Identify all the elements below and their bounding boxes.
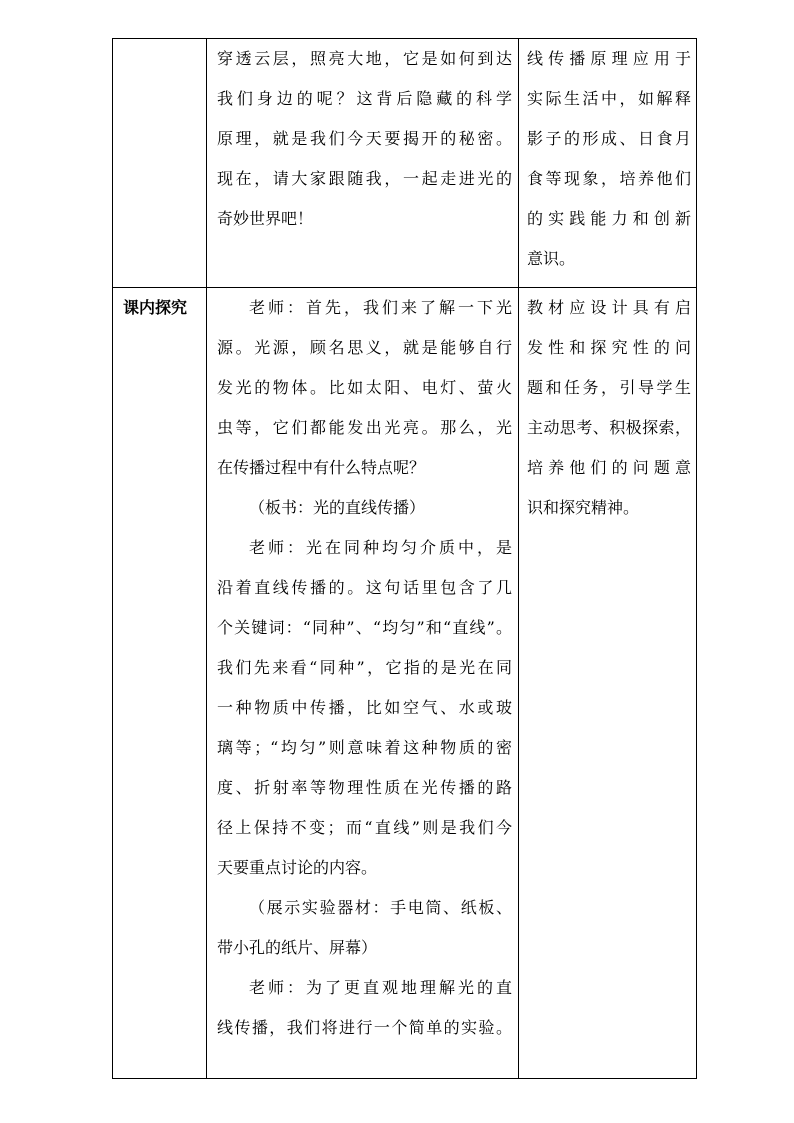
content-line: 源。光源，顾名思义，就是能够自行 (217, 338, 512, 357)
note-line: 培养他们的问题意 (527, 458, 691, 477)
content-line: 现在，请大家跟随我，一起走进光的 (217, 169, 512, 188)
content-line: 带小孔的纸片、屏幕） (217, 938, 378, 957)
content-line: 老师：光在同种均匀介质中，是 (249, 538, 512, 557)
design-intent-cell (519, 39, 697, 288)
design-intent-cell (519, 288, 697, 1079)
note-line: 食等现象，培养他们 (527, 169, 691, 188)
content-line: 个关键词：“同种”、“均匀”和“直线”。 (217, 618, 512, 637)
content-line: 璃等；“均匀”则意味着这种物质的密 (217, 738, 512, 757)
content-line: 沿着直线传播的。这句话里包含了几 (217, 578, 512, 597)
note-line: 教材应设计具有启 (527, 298, 691, 317)
note-line: 线传播原理应用于 (527, 49, 691, 68)
note-line: 题和任务，引导学生 (527, 378, 691, 397)
content-line: 我们先来看“同种”，它指的是光在同 (217, 658, 512, 677)
note-line: 识和探究精神。 (527, 498, 640, 517)
content-line: （板书：光的直线传播） (249, 498, 426, 517)
table-row (113, 288, 697, 1079)
note-line: 的实践能力和创新 (527, 209, 691, 228)
content-line: 老师：首先，我们来了解一下光 (249, 298, 512, 317)
lesson-content-cell (207, 288, 519, 1079)
note-line: 意识。 (527, 249, 576, 268)
content-line: 度、折射率等物理性质在光传播的路 (217, 778, 512, 797)
note-line: 主动思考、积极探索， (527, 418, 691, 437)
content-line: 虫等，它们都能发出光亮。那么，光 (217, 418, 512, 437)
content-line: 原理，就是我们今天要揭开的秘密。 (217, 129, 512, 148)
content-line: （展示实验器材：手电筒、纸板、 (249, 898, 512, 917)
note-line: 发性和探究性的问 (527, 338, 691, 357)
content-line: 线传播，我们将进行一个简单的实验。 (217, 1018, 512, 1037)
lesson-content-cell (207, 39, 519, 288)
content-line: 天要重点讨论的内容。 (217, 858, 378, 877)
note-line: 影子的形成、日食月 (527, 129, 691, 148)
note-line: 实际生活中，如解释 (527, 89, 691, 108)
row-label (113, 39, 207, 288)
content-line: 径上保持不变；而“直线”则是我们今 (217, 818, 512, 837)
content-line: 一种物质中传播，比如空气、水或玻 (217, 698, 512, 717)
content-line: 在传播过程中有什么特点呢？ (217, 458, 426, 477)
table-row (113, 39, 697, 288)
content-line: 我们身边的呢？这背后隐藏的科学 (217, 89, 512, 108)
content-line: 老师：为了更直观地理解光的直 (249, 978, 512, 997)
lesson-plan-table (112, 38, 697, 1079)
content-line: 奇妙世界吧！ (217, 209, 314, 228)
content-line: 穿透云层，照亮大地，它是如何到达 (217, 49, 512, 68)
content-line: 发光的物体。比如太阳、电灯、萤火 (217, 378, 512, 397)
row-label: 课内探究 (113, 288, 207, 1079)
